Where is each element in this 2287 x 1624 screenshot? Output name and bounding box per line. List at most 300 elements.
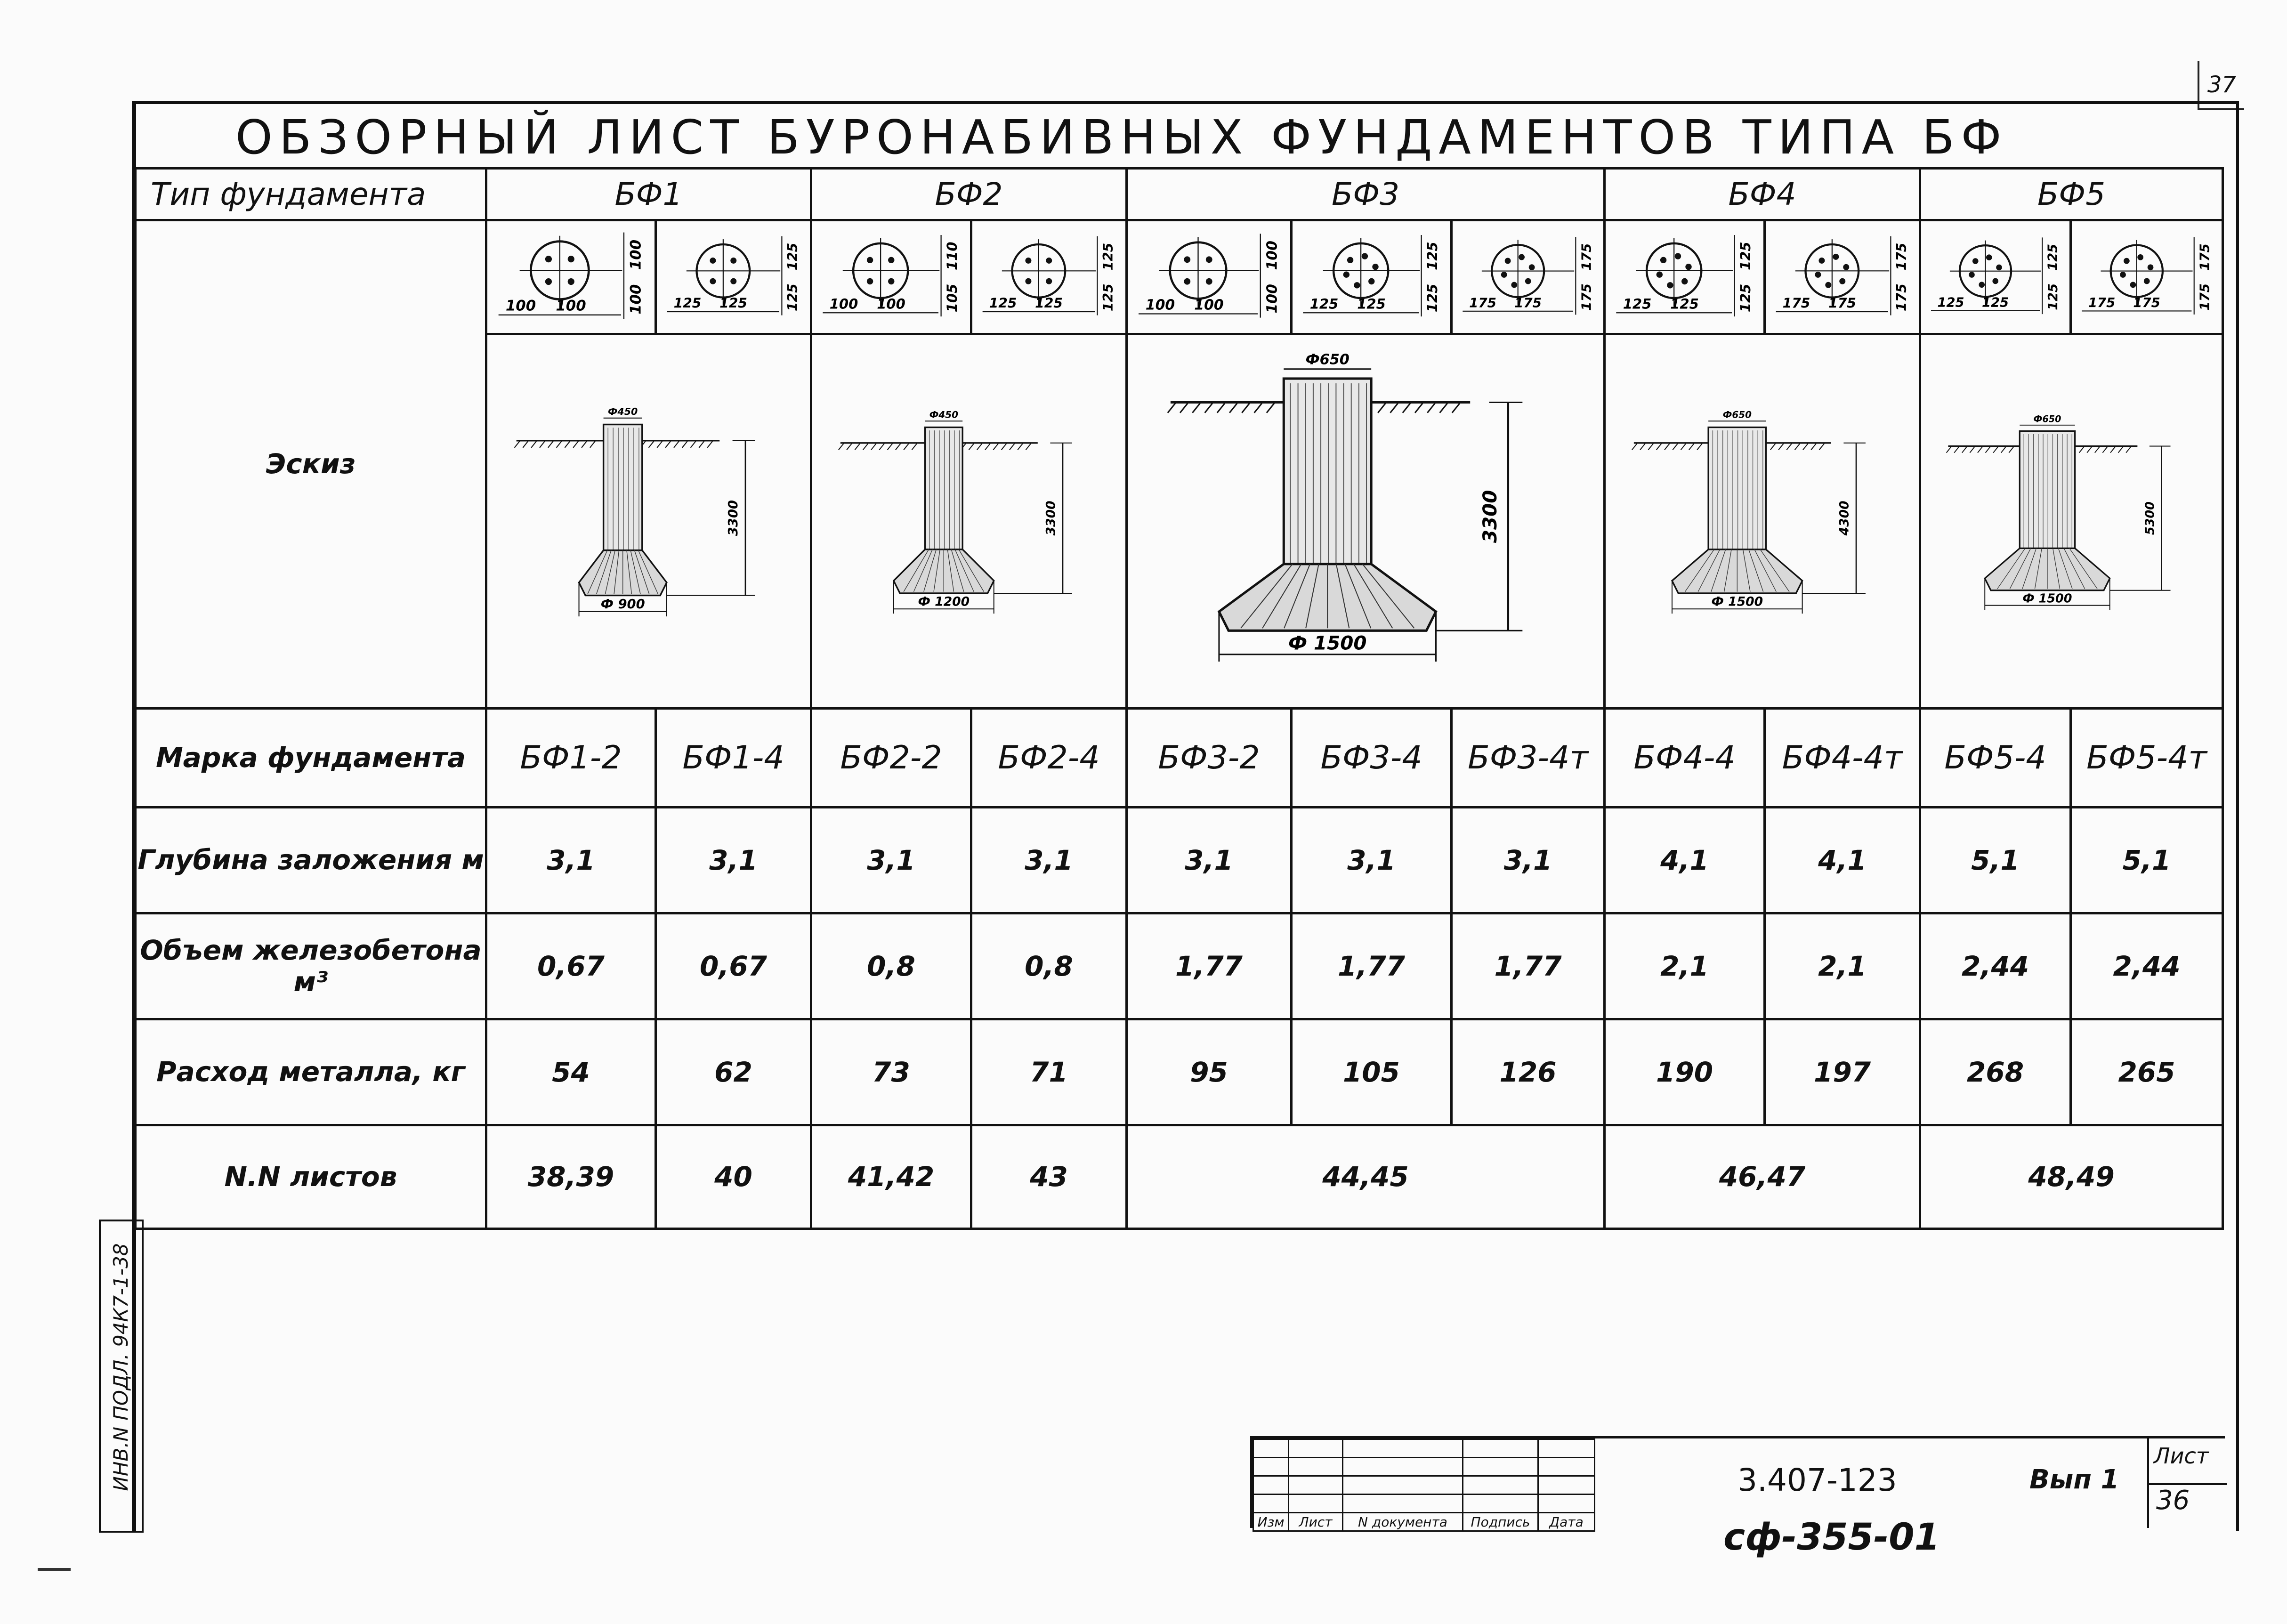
ground-hatch — [1403, 403, 1410, 412]
dimension-label: 125 — [1357, 296, 1386, 312]
depth-cell: 4,1 — [1765, 807, 1920, 913]
metal-cell: 62 — [656, 1019, 811, 1125]
foundation-table — [134, 167, 2224, 1230]
dimension-label: 100 — [1264, 284, 1281, 314]
rebar-hole — [1818, 258, 1825, 264]
base-diameter-label: Ф 1200 — [918, 594, 970, 609]
rebar-hole — [1675, 253, 1681, 259]
tb-header: Изм — [1253, 1513, 1289, 1531]
ground-hatch — [1168, 403, 1175, 412]
pile-plan-diagram — [1453, 221, 1603, 333]
sheets-cell: 40 — [656, 1125, 811, 1228]
type-header: БФ5 — [1920, 169, 2223, 220]
document-code: 3.407-123 — [1737, 1462, 1897, 1498]
rebar-hole — [1996, 265, 2002, 271]
volume-cell: 0,67 — [486, 913, 656, 1019]
dimension-label: 100 — [1264, 241, 1281, 270]
ground-hatch — [557, 441, 562, 448]
rebar-hole — [1046, 278, 1052, 284]
type-label: Тип фундамента — [136, 169, 486, 220]
mark-cell: БФ3-4 — [1292, 708, 1452, 807]
rebar-hole — [1184, 256, 1190, 263]
pile-elevation-sketch — [1921, 335, 2222, 707]
ground-hatch — [985, 444, 990, 450]
plan-cell — [2071, 220, 2223, 334]
mark-cell: БФ1-2 — [486, 708, 656, 807]
ground-hatch — [565, 441, 570, 448]
ground-hatch — [1217, 403, 1225, 412]
sketch-cell — [486, 334, 811, 708]
ground-hatch — [1427, 403, 1435, 412]
ground-hatch — [888, 444, 893, 450]
volume-cell: 0,8 — [971, 913, 1127, 1019]
ground-hatch — [1962, 446, 1967, 452]
ground-hatch — [1267, 403, 1274, 412]
rebar-hole — [2144, 278, 2150, 284]
dimension-label: 100 — [627, 239, 645, 270]
rebar-hole — [1511, 282, 1517, 288]
page-number: 37 — [2198, 61, 2244, 110]
pile-plan-diagram — [487, 221, 655, 333]
rebar-hole — [1529, 264, 1535, 270]
volume-cell: 0,8 — [811, 913, 971, 1019]
metal-cell: 73 — [811, 1019, 971, 1125]
pile-shaft — [1284, 379, 1371, 564]
plan-cell — [971, 220, 1127, 334]
rebar-hole — [1992, 278, 1998, 284]
ground-hatch — [665, 441, 671, 448]
dimension-label: 175 — [1469, 295, 1496, 311]
ground-hatch — [1819, 444, 1825, 450]
ground-hatch — [2126, 446, 2131, 452]
ground-hatch — [1947, 446, 1951, 452]
rebar-hole — [1368, 278, 1374, 284]
dimension-label: 110 — [944, 242, 961, 270]
rebar-hole — [1343, 271, 1350, 277]
type-header: БФ3 — [1127, 169, 1605, 220]
dimension-label: 175 — [1578, 243, 1594, 271]
type-header: БФ4 — [1605, 169, 1920, 220]
rebar-hole — [1501, 272, 1507, 278]
ground-hatch — [1254, 403, 1262, 412]
sheets-cell: 46,47 — [1605, 1125, 1920, 1228]
dimension-label: 125 — [719, 295, 747, 311]
depth-label: 4300 — [1837, 500, 1852, 536]
mark-row — [136, 708, 2223, 807]
metal-cell: 71 — [971, 1019, 1127, 1125]
depth-label: 3300 — [726, 500, 741, 536]
type-header: БФ2 — [811, 169, 1127, 220]
ground-hatch — [1415, 403, 1422, 412]
depth-cell: 3,1 — [1127, 807, 1292, 913]
rebar-hole — [2130, 282, 2136, 288]
type-row — [136, 169, 2223, 220]
ground-hatch — [839, 444, 844, 450]
plan-cell — [1452, 220, 1605, 334]
ground-hatch — [1986, 446, 1990, 452]
volume-cell: 2,1 — [1605, 913, 1765, 1019]
rebar-hole — [1206, 278, 1212, 285]
shaft-diameter-label: Ф650 — [1722, 409, 1752, 420]
ground-hatch — [1811, 444, 1816, 450]
ground-hatch — [1978, 446, 1982, 452]
plan-cell — [656, 220, 811, 334]
base-diameter-label: Ф 1500 — [1288, 631, 1367, 654]
mark-cell: БФ5-4т — [2071, 708, 2223, 807]
pile-plan-diagram — [1606, 221, 1763, 333]
pile-shaft — [925, 427, 962, 549]
depth-label: 5300 — [2143, 501, 2158, 535]
shaft-diameter-label: Ф650 — [1305, 351, 1350, 368]
tb-header: Дата — [1538, 1513, 1595, 1531]
mark-cell: БФ2-4 — [971, 708, 1127, 807]
dimension-label: 100 — [505, 297, 536, 315]
ground-hatch — [904, 444, 909, 450]
ground-hatch — [691, 441, 696, 448]
pile-elevation-sketch — [1128, 335, 1603, 707]
mark-cell: БФ2-2 — [811, 708, 971, 807]
sheet-label: Лист — [2154, 1443, 2209, 1469]
rebar-hole — [710, 258, 716, 264]
sketch-label: Эскиз — [266, 448, 356, 480]
rebar-hole — [2148, 264, 2154, 270]
side-stamp-text: ИНВ.N ПОДЛ. 94К7-1-38 — [109, 1243, 132, 1491]
ground-hatch — [2110, 446, 2115, 452]
pile-plan-diagram — [1128, 221, 1290, 333]
ground-hatch — [1786, 444, 1792, 450]
rebar-hole — [1184, 278, 1190, 285]
base-diameter-label: Ф 1500 — [1711, 594, 1763, 609]
dimension-label: 100 — [1194, 297, 1224, 314]
rebar-hole — [710, 278, 716, 284]
dimension-label: 125 — [1100, 283, 1116, 312]
sheets-label: N.N листов — [136, 1125, 486, 1228]
rebar-hole — [1972, 258, 1979, 264]
ground-hatch — [1803, 444, 1808, 450]
ground-hatch — [1665, 444, 1670, 450]
ground-hatch — [879, 444, 884, 450]
pile-plan-diagram — [1766, 221, 1919, 333]
shaft-diameter-label: Ф650 — [2033, 413, 2061, 425]
rebar-hole — [1372, 264, 1378, 270]
dimension-label: 125 — [1100, 242, 1116, 271]
ground-hatch — [1192, 403, 1200, 412]
base-diameter-label: Ф 1500 — [2022, 591, 2072, 606]
dimension-label: 175 — [1514, 295, 1542, 311]
mark-cell: БФ3-2 — [1127, 708, 1292, 807]
dimension-label: 125 — [1309, 296, 1339, 312]
dimension-label: 175 — [2197, 243, 2213, 271]
volume-cell: 1,77 — [1127, 913, 1292, 1019]
depth-label: Глубина заложения м — [136, 807, 486, 913]
sheets-cell: 38,39 — [486, 1125, 656, 1228]
ground-hatch — [2087, 446, 2092, 452]
rebar-hole — [568, 278, 574, 285]
plan-row — [136, 220, 2223, 334]
mark-cell: БФ4-4 — [1605, 708, 1765, 807]
depth-cell: 3,1 — [656, 807, 811, 913]
rebar-hole — [730, 278, 736, 284]
rebar-hole — [2137, 254, 2143, 260]
title-block — [1250, 1436, 2225, 1528]
plan-cell — [1765, 220, 1920, 334]
sketch-cell — [811, 334, 1127, 708]
plan-cell — [1605, 220, 1765, 334]
pile-plan-diagram — [1921, 221, 2069, 333]
ground-hatch — [649, 441, 654, 448]
rebar-hole — [545, 256, 552, 262]
ground-hatch — [1778, 444, 1784, 450]
sheet-box — [2147, 1438, 2227, 1528]
ground-hatch — [1452, 403, 1460, 412]
pile-plan-diagram — [2072, 221, 2222, 333]
rebar-hole — [1660, 257, 1666, 263]
rebar-hole — [1046, 258, 1052, 264]
metal-cell: 197 — [1765, 1019, 1920, 1125]
ground-hatch — [1648, 444, 1653, 450]
pile-elevation-sketch — [487, 335, 810, 707]
ground-hatch — [573, 441, 578, 448]
depth-cell: 3,1 — [1292, 807, 1452, 913]
ground-hatch — [590, 441, 595, 448]
rebar-hole — [1667, 282, 1673, 288]
pile-plan-diagram — [1293, 221, 1450, 333]
ground-hatch — [2102, 446, 2107, 452]
metal-cell: 105 — [1292, 1019, 1452, 1125]
rebar-hole — [1354, 282, 1360, 288]
pile-plan-diagram — [812, 221, 970, 333]
ground-hatch — [1018, 444, 1023, 450]
plan-cell — [1292, 220, 1452, 334]
rebar-hole — [1825, 282, 1831, 288]
ground-hatch — [1681, 444, 1686, 450]
ground-hatch — [1640, 444, 1645, 450]
volume-cell: 2,44 — [1920, 913, 2071, 1019]
dimension-label: 100 — [627, 284, 645, 315]
ground-hatch — [855, 444, 860, 450]
dimension-label: 125 — [1937, 295, 1964, 310]
pile-plan-diagram — [657, 221, 810, 333]
sheets-cell: 43 — [971, 1125, 1127, 1228]
ground-hatch — [1632, 444, 1637, 450]
ground-hatch — [1242, 403, 1249, 412]
rebar-hole — [2120, 272, 2126, 278]
ground-hatch — [515, 441, 520, 448]
ground-hatch — [1002, 444, 1007, 450]
volume-cell: 2,44 — [2071, 913, 2223, 1019]
dimension-label: 125 — [1982, 295, 2009, 310]
dimension-label: 125 — [2045, 283, 2061, 310]
ground-hatch — [707, 441, 712, 448]
archive-code: сф-355-01 — [1723, 1516, 1940, 1559]
rebar-hole — [1025, 258, 1031, 264]
depth-label: 3300 — [1478, 490, 1501, 543]
dimension-label: 125 — [1424, 242, 1441, 270]
ground-hatch — [993, 444, 998, 450]
ground-hatch — [2009, 446, 2013, 452]
ground-hatch — [871, 444, 876, 450]
shaft-diameter-label: Ф450 — [608, 405, 638, 417]
ground-hatch — [657, 441, 662, 448]
type-header: БФ1 — [486, 169, 811, 220]
tb-header: N документа — [1343, 1513, 1463, 1531]
dimension-label: 125 — [784, 242, 800, 271]
sheets-cell: 44,45 — [1127, 1125, 1605, 1228]
mark-cell: БФ3-4т — [1452, 708, 1605, 807]
dimension-label: 175 — [1893, 242, 1909, 271]
sheets-cell: 41,42 — [811, 1125, 971, 1228]
ground-hatch — [2001, 446, 2006, 452]
rebar-hole — [1979, 282, 1985, 288]
rebar-hole — [1505, 258, 1511, 264]
dimension-label: 125 — [1623, 296, 1652, 312]
rebar-hole — [1843, 264, 1849, 270]
pile-plan-diagram — [972, 221, 1125, 333]
metal-row — [136, 1019, 2223, 1125]
pile-shaft — [1708, 427, 1766, 549]
rebar-hole — [730, 258, 736, 264]
plan-cell — [1127, 220, 1292, 334]
pile-elevation-sketch — [812, 335, 1125, 707]
rebar-hole — [545, 278, 552, 285]
mark-cell: БФ1-4 — [656, 708, 811, 807]
dimension-label: 100 — [877, 296, 905, 312]
dimension-label: 175 — [1782, 295, 1810, 311]
rebar-hole — [1969, 272, 1975, 278]
sketch-cell — [1605, 334, 1920, 708]
dimension-label: 100 — [556, 297, 586, 315]
sheet-title: ОБЗОРНЫЙ ЛИСТ БУРОНАБИВНЫХ ФУНДАМЕНТОВ ТИПА БФ — [235, 110, 2008, 165]
rebar-hole — [1839, 278, 1845, 284]
ground-hatch — [1673, 444, 1678, 450]
pile-shaft — [604, 424, 642, 550]
ground-hatch — [1970, 446, 1974, 452]
plan-cell — [1920, 220, 2071, 334]
ground-hatch — [682, 441, 687, 448]
sketch-label-cell — [136, 220, 486, 709]
metal-cell: 126 — [1452, 1019, 1605, 1125]
dimension-label: 100 — [1145, 297, 1175, 314]
rebar-hole — [1815, 272, 1821, 278]
ground-hatch — [1180, 403, 1188, 412]
plan-cell — [811, 220, 971, 334]
ground-hatch — [1770, 444, 1776, 450]
base-diameter-label: Ф 900 — [600, 597, 645, 612]
rebar-hole — [867, 278, 873, 284]
ground-hatch — [1205, 403, 1212, 412]
side-stamp — [99, 1220, 144, 1533]
sheet-number: 36 — [2149, 1483, 2227, 1526]
dimension-label: 175 — [2197, 283, 2213, 311]
ground-hatch — [2118, 446, 2123, 452]
dimension-label: 175 — [1828, 295, 1856, 311]
depth-cell: 5,1 — [2071, 807, 2223, 913]
ground-hatch — [969, 444, 974, 450]
dimension-label: 125 — [1737, 283, 1754, 313]
dimension-label: 125 — [2045, 243, 2061, 271]
dimension-label: 125 — [673, 295, 702, 311]
sheets-cell: 48,49 — [1920, 1125, 2223, 1228]
dimension-label: 100 — [829, 296, 858, 312]
rebar-hole — [1206, 256, 1212, 263]
rebar-hole — [568, 256, 574, 262]
ground-hatch — [540, 441, 545, 448]
ground-hatch — [531, 441, 536, 448]
ground-hatch — [1026, 444, 1031, 450]
depth-cell: 3,1 — [486, 807, 656, 913]
dimension-label: 105 — [944, 283, 961, 313]
metal-cell: 54 — [486, 1019, 656, 1125]
rebar-hole — [867, 257, 873, 263]
revision-grid — [1253, 1438, 1595, 1532]
pile-shaft — [2020, 431, 2075, 548]
shaft-diameter-label: Ф450 — [929, 409, 958, 420]
rebar-hole — [1986, 254, 1992, 260]
depth-cell: 4,1 — [1605, 807, 1765, 913]
volume-cell: 0,67 — [656, 913, 811, 1019]
sketch-cell — [1920, 334, 2223, 708]
ground-hatch — [1795, 444, 1800, 450]
sketch-cell — [1127, 334, 1605, 708]
ground-hatch — [912, 444, 917, 450]
volume-cell: 2,1 — [1765, 913, 1920, 1019]
issue-number: Вып 1 — [2029, 1464, 2119, 1495]
depth-cell: 3,1 — [971, 807, 1127, 913]
depth-cell: 3,1 — [811, 807, 971, 913]
margin-mark — [38, 1568, 71, 1571]
volume-cell: 1,77 — [1452, 913, 1605, 1019]
plan-cell — [486, 220, 656, 334]
dimension-label: 175 — [1893, 283, 1909, 312]
depth-cell: 5,1 — [1920, 807, 2071, 913]
ground-hatch — [699, 441, 704, 448]
metal-label: Расход металла, кг — [136, 1019, 486, 1125]
dimension-label: 125 — [1035, 295, 1063, 311]
rebar-hole — [1681, 278, 1688, 284]
ground-hatch — [674, 441, 679, 448]
mark-cell: БФ5-4 — [1920, 708, 2071, 807]
dimension-label: 175 — [2133, 295, 2160, 310]
rebar-hole — [1685, 264, 1691, 270]
rebar-hole — [1833, 254, 1839, 260]
volume-row — [136, 913, 2223, 1019]
metal-cell: 265 — [2071, 1019, 2223, 1125]
rebar-hole — [1525, 278, 1531, 284]
ground-hatch — [1657, 444, 1662, 450]
dimension-label: 125 — [1424, 283, 1441, 313]
depth-row — [136, 807, 2223, 913]
rebar-hole — [888, 257, 894, 263]
ground-hatch — [2079, 446, 2084, 452]
metal-cell: 268 — [1920, 1019, 2071, 1125]
volume-cell: 1,77 — [1292, 913, 1452, 1019]
ground-hatch — [1378, 403, 1385, 412]
ground-hatch — [863, 444, 868, 450]
rebar-hole — [1347, 257, 1353, 263]
ground-hatch — [582, 441, 587, 448]
rebar-hole — [1657, 271, 1663, 277]
rebar-hole — [2124, 258, 2130, 264]
ground-hatch — [1993, 446, 1998, 452]
rebar-hole — [1025, 278, 1031, 284]
metal-cell: 190 — [1605, 1019, 1765, 1125]
dimension-label: 175 — [1578, 283, 1594, 311]
tb-header: Лист — [1289, 1513, 1343, 1531]
ground-hatch — [1689, 444, 1694, 450]
volume-label: Объем железобетона м³ — [136, 913, 486, 1019]
mark-label: Марка фундамента — [136, 708, 486, 807]
tb-header: Подпись — [1463, 1513, 1538, 1531]
